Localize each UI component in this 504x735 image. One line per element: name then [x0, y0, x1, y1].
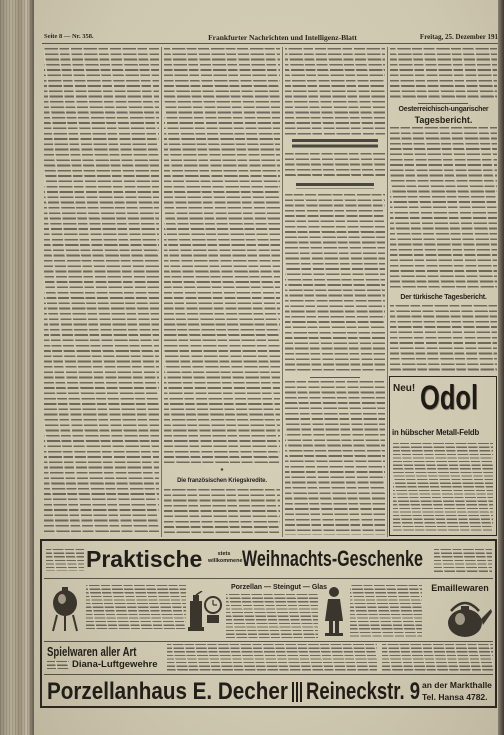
ad-divider: [44, 578, 493, 579]
shop-address: Reineckstr. 9: [306, 678, 421, 705]
ad-text-block: [46, 549, 84, 571]
air-rifles-line: Diana-Luftgewehre: [72, 659, 158, 670]
header-rule: [42, 43, 498, 44]
decher-advertisement: [40, 539, 497, 708]
section-ornament: *: [220, 468, 224, 475]
book-binding-edge: [0, 0, 36, 735]
austro-hungarian-report-heading-line2: Tagesbericht.: [414, 115, 473, 125]
article-text-block: [285, 194, 385, 374]
ad-text-block: [47, 661, 69, 669]
shop-location: an der Markthalle: [422, 680, 492, 690]
ad-divider: [44, 674, 493, 675]
product-illustration-4: [320, 585, 348, 637]
article-text-block: [390, 305, 497, 372]
product-illustration-2: [187, 591, 205, 633]
article-text-block: [44, 48, 159, 535]
ad-headline-mid-1: stets: [217, 551, 231, 557]
article-heading-illegible: [292, 139, 378, 150]
page-number: Seite 8 — Nr. 358.: [44, 33, 94, 40]
article-text-block: [390, 48, 497, 100]
masthead: Frankfurter Nachrichten und Intelligenz-Blatt: [208, 33, 357, 42]
column-divider: [282, 47, 283, 537]
column-divider: [161, 47, 162, 537]
article-separator: [310, 377, 360, 378]
issue-date: Freitag, 25. Dezember 191: [419, 33, 498, 41]
ad-text-block: [393, 443, 493, 532]
ornament-bar: [300, 682, 302, 702]
ad-text-block: [167, 644, 377, 672]
article-heading-illegible: [296, 183, 374, 189]
next-page-edge: [498, 0, 504, 735]
shop-name: Porzellanhaus E. Decher: [47, 678, 288, 705]
column-divider: [387, 47, 388, 537]
odol-brand: Odol: [420, 379, 479, 417]
article-text-block: [285, 381, 385, 535]
toys-line: Spielwaren aller Art: [47, 644, 137, 659]
article-text-block: [164, 48, 280, 466]
article-text-block: [164, 489, 280, 535]
ad-headline-right: Weihnachts-Geschenke: [242, 546, 423, 571]
french-war-credits-heading: Die französischen Kriegskredite.: [177, 478, 267, 484]
ad-text-block: [226, 594, 318, 638]
odol-advertisement: [389, 376, 497, 536]
article-text-block: [285, 48, 385, 135]
new-badge: Neu!: [393, 383, 416, 394]
ornament-bar: [292, 682, 294, 702]
product-illustration-3: [204, 595, 222, 625]
ad-text-block: [382, 644, 493, 672]
article-text-block: [285, 153, 385, 178]
ad-text-block: [86, 585, 186, 629]
ad-text-block: [434, 549, 492, 573]
ornament-bar: [296, 682, 298, 702]
article-separator: [418, 103, 468, 104]
ad-headline-left: Praktische: [86, 546, 203, 572]
austro-hungarian-report-heading: Oesterreichisch-ungarischer: [398, 106, 489, 113]
odol-tagline: in hübscher Metall-Feldb: [392, 428, 480, 437]
product-illustration-5: [437, 597, 493, 641]
enamel-category: Emaillewaren: [431, 583, 489, 593]
turkish-report-heading: Der türkische Tagesbericht.: [400, 294, 487, 301]
ad-headline-mid-2: willkommene: [208, 558, 243, 564]
shop-phone: Tel. Hansa 4782.: [422, 692, 488, 702]
ad-text-block: [350, 585, 422, 637]
article-text-block: [390, 127, 497, 290]
product-illustration-1: [48, 583, 82, 633]
ad-divider: [44, 641, 493, 642]
porcelain-category: Porzellan — Steingut — Glas: [230, 584, 328, 591]
